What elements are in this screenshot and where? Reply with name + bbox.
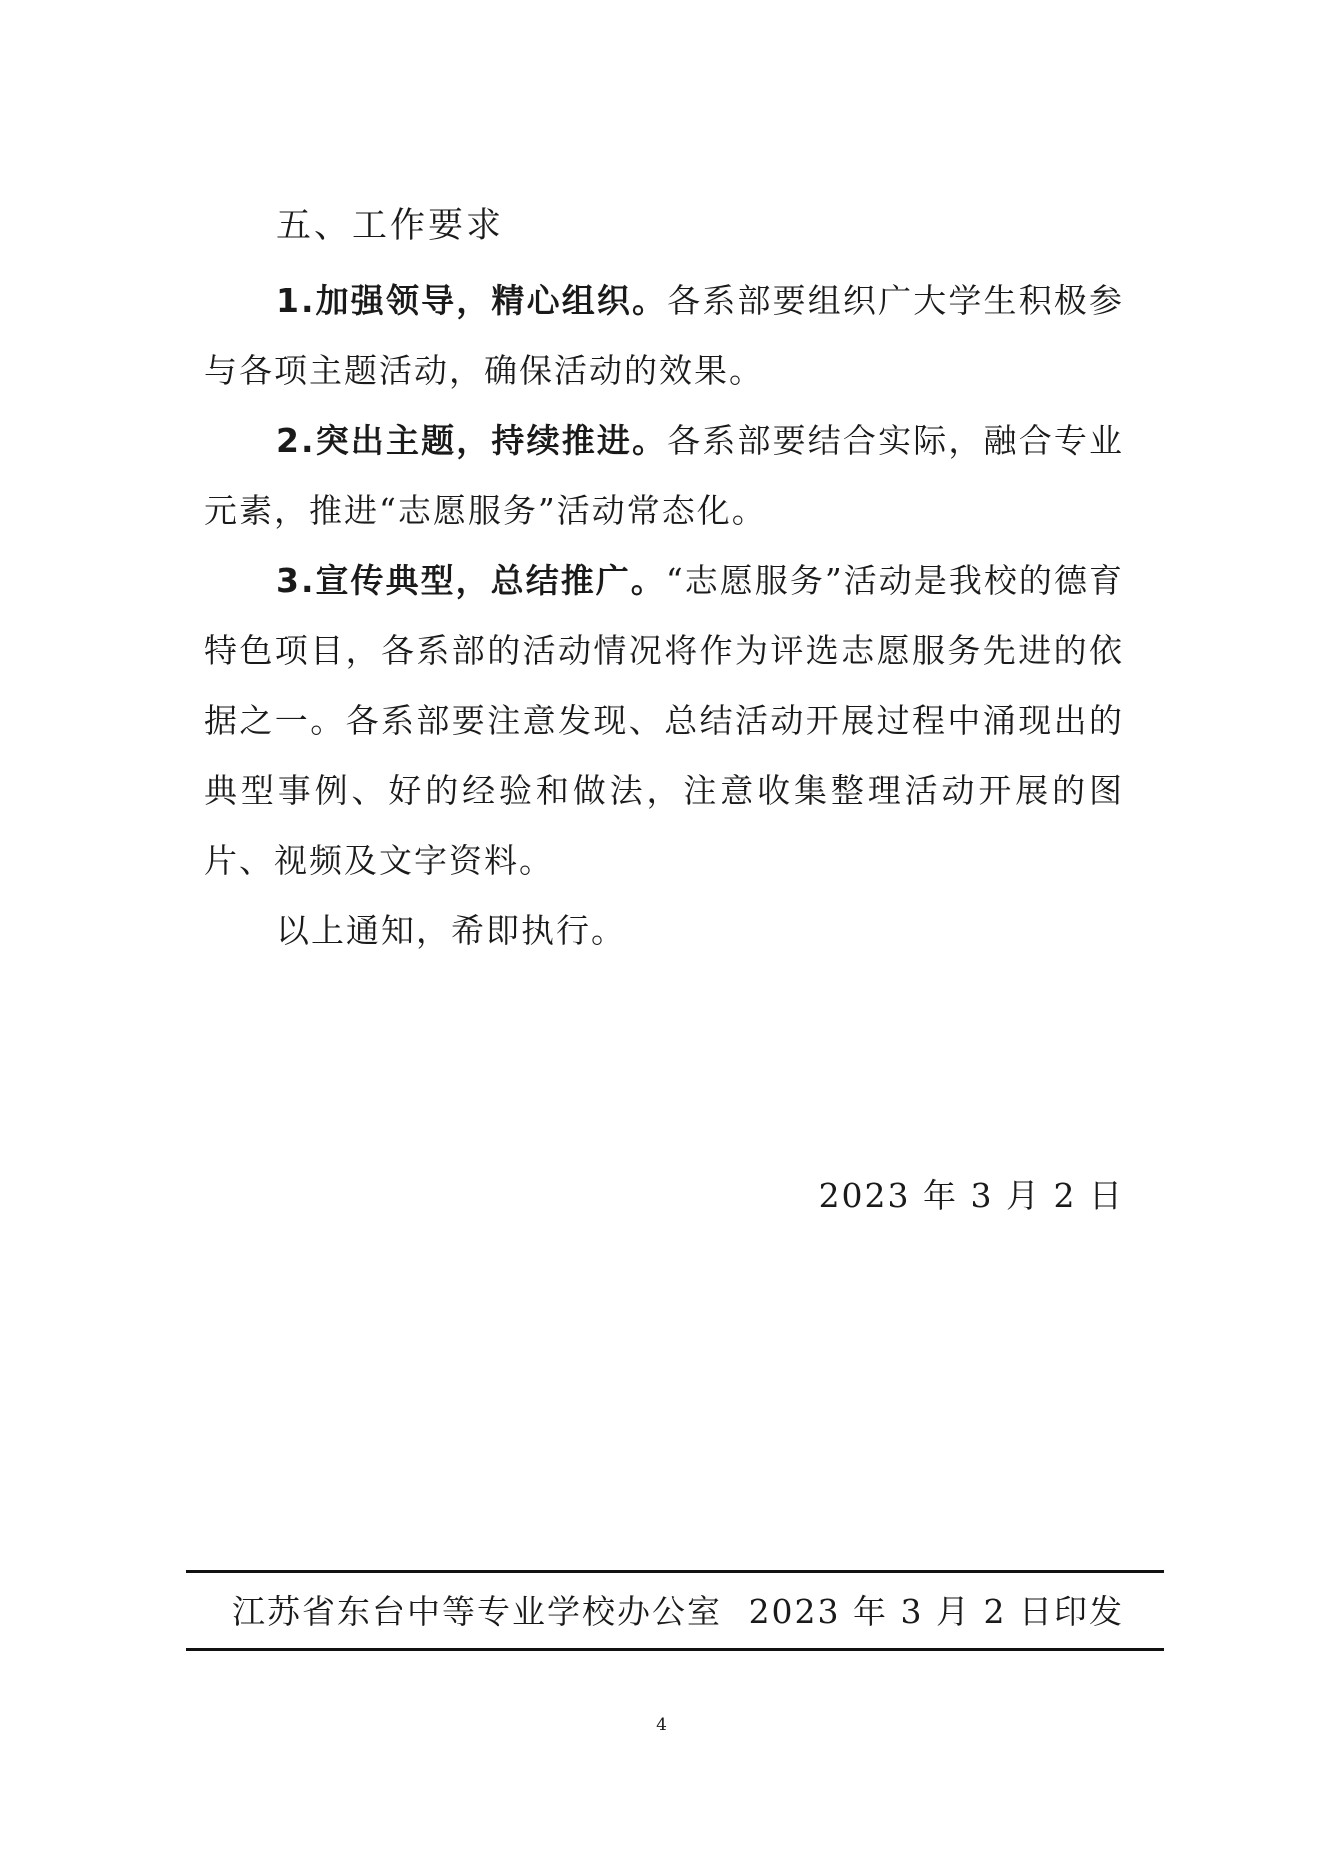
footer-issued-date: 2023 年 3 月 2 日印发 [748,1592,1124,1631]
footer-bottom-rule [186,1648,1164,1651]
requirement-text: 各系部要结合实际，融合专业元素，推进“志愿服务”活动常态化。 [204,421,1124,530]
requirement-title: 3.宣传典型，总结推广。 [276,561,666,600]
footer-organization: 江苏省东台中等专业学校办公室 [232,1592,722,1631]
body-text [204,266,1124,966]
section-heading: 五、工作要求 [276,206,505,246]
document-date: 2023 年 3 月 2 日 [818,1176,1124,1215]
page-number: 4 [656,1715,667,1735]
requirement-text: “志愿服务”活动是我校的德育特色项目，各系部的活动情况将作为评选志愿服务先进的依据之一。各系部要注意发现、总结活动开展过程中涌现出的典型事例、好的经验和做法，注意收集整理活动开展的图片、视频及文字资料。 [204,561,1124,880]
requirement-title: 2.突出主题，持续推进。 [276,421,668,460]
footer-top-rule [186,1570,1164,1573]
requirement-title: 1.加强领导，精心组织。 [276,281,668,320]
requirement-item-2 [204,406,1124,546]
requirement-text: 各系部要组织广大学生积极参与各项主题活动，确保活动的效果。 [204,281,1124,390]
requirement-item-1 [204,266,1124,406]
requirement-item-3 [204,546,1124,896]
closing-line: 以上通知，希即执行。 [276,911,626,950]
